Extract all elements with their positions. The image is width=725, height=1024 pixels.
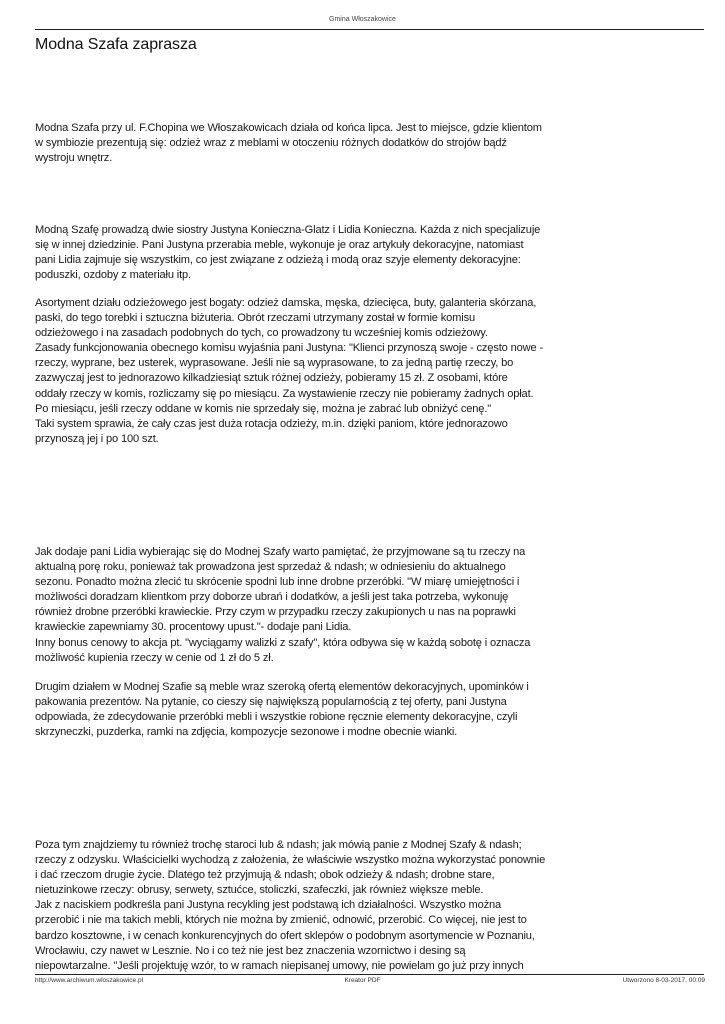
- footer-divider: [35, 974, 704, 975]
- paragraph-line: Drugim działem w Modnej Szafie są meble wraz szeroką ofertą elementów dekoracyjnych, upominków i: [35, 681, 529, 693]
- paragraph-line: Poza tym znajdziemy tu również trochę staroci lub & ndash; jak mówią panie z Modnej Szafy & ndash;: [35, 839, 522, 851]
- paragraph-line: oddały rzeczy w komis, rozliczamy się po miesiącu. Za wystawienie rzeczy nie pobieramy żadnych opłat.: [35, 387, 534, 400]
- paragraph-line: wystroju wnętrz.: [35, 152, 113, 165]
- paragraph-line: Wrocławiu, czy nawet w Lesznie. No i co też nie jest bez znaczenia wzornictwo i desing są: [35, 944, 466, 957]
- paragraph-intro: [35, 121, 575, 166]
- paragraph-line: Zasady funkcjonowania obecnego komisu wyjaśnia pani Justyna: "Klienci przynoszą swoje - często nowe -: [35, 342, 543, 355]
- footer-created-date: Utworzono 8-03-2017, 00:09: [622, 977, 705, 984]
- page-title: Modna Szafa zaprasza: [35, 36, 197, 53]
- paragraph-line: Po miesiącu, jeśli rzeczy oddane w komis nie sprzedały się, można je zabrać lub obniżyć cenę.": [35, 402, 491, 415]
- paragraph-line: paski, do tego torebki i sztuczna biżuteria. Obrót rzeczami utrzymany został w formie komisu: [35, 312, 475, 325]
- paragraph-line: odzieżowego i na zasadach podobnych do tych, co prowadzony tu wcześniej komis odzieżowy.: [35, 327, 488, 340]
- paragraph-line: Asortyment działu odzieżowego jest bogaty: odzież damska, męska, dziecięca, buty, galanteria skórzana,: [35, 297, 537, 309]
- site-header: Gmina Włoszakowice: [329, 16, 396, 23]
- paragraph-line: bardzo kosztowne, i w cenach konkurencyjnych do ofert sklepów o podobnym asortymencie w Poznaniu,: [35, 929, 535, 942]
- paragraph-line: również drobne przeróbki krawieckie. Przy czym w przypadku rzeczy zakupionych u nas na poprawki: [35, 606, 516, 619]
- paragraph-owners: [35, 223, 575, 283]
- paragraph-line: aktualną porę roku, ponieważ tak prowadzona jest sprzedaż & ndash; w odniesieniu do aktualnego: [35, 561, 506, 574]
- paragraph-line: możliwość kupienia rzeczy w cenie od 1 zł do 5 zł.: [35, 651, 274, 664]
- paragraph-line: skrzyneczki, puzderka, ramki na zdjęcia, kompozycje sezonowe i modne obecnie wianki.: [35, 726, 458, 739]
- paragraph-line: odpowiada, że zdecydowanie przeróbki mebli i wszystkie robione ręcznie elementy dekoracyjne, czyli: [35, 711, 518, 724]
- paragraph-line: możliwości doradzam klientkom przy doborze ubrań i dodatków, a jeśli jest taka potrzeba, wykonuję: [35, 591, 509, 604]
- paragraph-line: Jak dodaje pani Lidia wybierając się do Modnej Szafy warto pamiętać, że przyjmowane są tu rzeczy na: [35, 546, 526, 558]
- paragraph-line: sezonu. Ponadto można zlecić tu skrócenie spodni lub inne drobne przeróbki. "W miarę umiejętności i: [35, 576, 520, 589]
- paragraph-line: w symbiozie prezentują się: odzież wraz z meblami w otoczeniu różnych dodatków do strojów bądź: [35, 137, 507, 150]
- paragraph-clothing: [35, 296, 575, 447]
- paragraph-line: poduszki, ozdoby z materiału itp.: [35, 269, 191, 282]
- paragraph-line: krawieckie zapewniamy 30. procentowy upust."- dodaje pani Lidia.: [35, 621, 352, 634]
- paragraph-line: Taki system sprawia, że cały czas jest duża rotacja odzieży, m.in. dzięki paniom, które jednorazowo: [35, 417, 508, 430]
- footer-url-link[interactable]: http://www.archiwum.wloszakowice.pl: [35, 977, 144, 984]
- paragraph-line: rzeczy, wyprane, bez usterek, wyprasowane. Jeśli nie są wyprasowane, to za jedną partię rzeczy, bo: [35, 357, 514, 370]
- paragraph-line: zazwyczaj jest to jednorazowo kilkadziesiąt sztuk różnej odzieży, pobieramy 15 zł. Z osobami, które: [35, 372, 508, 385]
- paragraph-line: i dać rzeczom drugie życie. Dlatego też przyjmują & ndash; obok odzieży & ndash; drobne stare,: [35, 869, 495, 882]
- paragraph-line: przynoszą jej i po 100 szt.: [35, 432, 159, 445]
- paragraph-line: niepowtarzalne. "Jeśli projektuję wzór, to w ramach niepisanej umowy, nie powielam go już przy innych: [35, 959, 524, 972]
- paragraph-line: nietuzinkowe rzeczy: obrusy, serwety, sztućce, stoliczki, szafeczki, jak również większe meble.: [35, 884, 484, 897]
- paragraph-lidia: [35, 545, 575, 666]
- footer-generator: Kreator PDF: [344, 977, 381, 984]
- paragraph-line: Modną Szafę prowadzą dwie siostry Justyna Konieczna-Glatz i Lidia Konieczna. Każda z nich specjalizuje: [35, 224, 541, 236]
- paragraph-line: rzeczy z odzysku. Właścicielki wychodzą z założenia, że właściwie wszystko można wykorzystać ponownie: [35, 854, 546, 867]
- paragraph-recycling: [35, 838, 575, 974]
- paragraph-line: Jak z naciskiem podkreśla pani Justyna recykling jest podstawą ich działalności. Wszystko można: [35, 899, 502, 912]
- paragraph-line: się w innej dziedzinie. Pani Justyna przerabia meble, wykonuje je oraz artykuły dekoracyjne, natomiast: [35, 239, 524, 252]
- paragraph-line: pakowania prezentów. Na pytanie, co cieszy się największą popularnością z tej oferty, pani Justyna: [35, 696, 507, 709]
- paragraph-line: przerobić i nie ma takich mebli, których nie można by zmienić, odnowić, przerobić. Co więcej, nie jest to: [35, 914, 527, 927]
- paragraph-line: Inny bonus cenowy to akcja pt. "wyciągamy walizki z szafy", która odbywa się w każdą sobotę i oznacza: [35, 636, 531, 649]
- header-divider: [35, 29, 704, 30]
- paragraph-line: pani Lidia zajmuje się wszystkim, co jest związane z odzieżą i modą oraz szyje elementy dekoracyjne:: [35, 254, 521, 267]
- paragraph-furniture: [35, 680, 575, 740]
- paragraph-line: Modna Szafa przy ul. F.Chopina we Włoszakowicach działa od końca lipca. Jest to miejsce, gdzie klientom: [35, 122, 542, 134]
